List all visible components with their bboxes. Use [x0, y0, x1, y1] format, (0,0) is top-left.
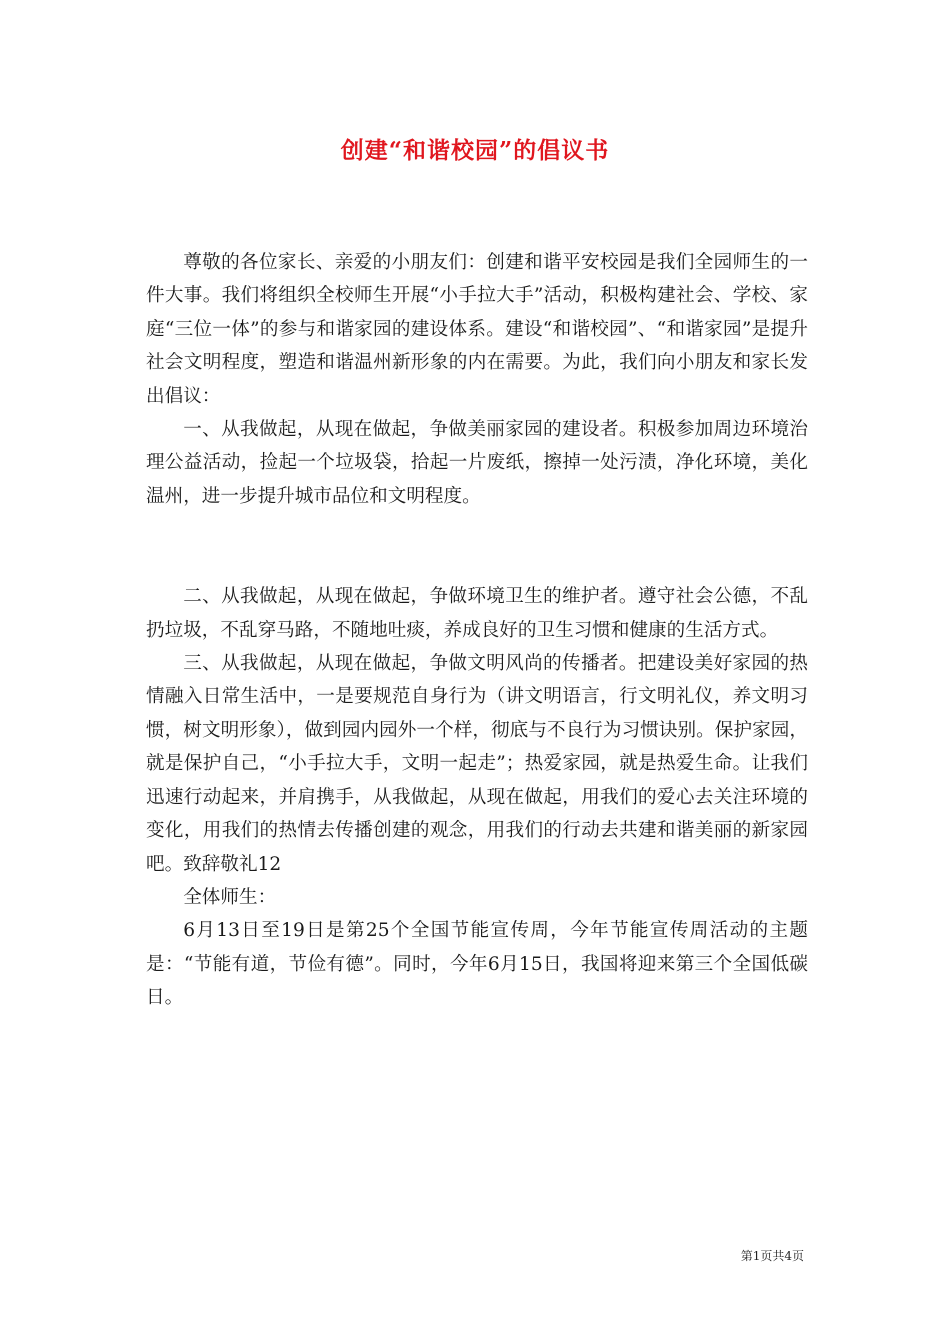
- paragraph-greeting: 尊敬的各位家长、亲爱的小朋友们：创建和谐平安校园是我们全园师生的一件大事。我们将组织全校师生开展“小手拉大手”活动，积极构建社会、学校、家庭“三位一体”的参与和谐家园的建设体系。建设“和谐校园”、“和谐家园”是提升社会文明程度，塑造和谐温州新形象的内在需要。为此，我们向小朋友和家长发出倡议：: [146, 252, 808, 407]
- document-body: [146, 246, 808, 1015]
- paragraph-salutation: 全体师生：: [183, 886, 277, 908]
- paragraph-energy-week: 6月13日至19日是第25个全国节能宣传周，今年节能宣传周活动的主题是：“节能有道，节俭有德”。同时，今年6月15日，我国将迎来第三个全国低碳日。: [146, 920, 808, 1009]
- paragraph-proposal-2: 二、从我做起，从现在做起，争做环境卫生的维护者。遵守社会公德，不乱扔垃圾，不乱穿马路，不随地吐痰，养成良好的卫生习惯和健康的生活方式。: [146, 586, 808, 641]
- paragraph-proposal-3: 三、从我做起，从现在做起，争做文明风尚的传播者。把建设美好家园的热情融入日常生活中，一是要规范自身行为（讲文明语言，行文明礼仪，养文明习惯，树文明形象），做到园内园外一个样，彻底与不良行为习惯诀别。保护家园，就是保护自己，“小手拉大手，文明一起走”；热爱家园，就是热爱生命。让我们迅速行动起来，并肩携手，从我做起，从现在做起，用我们的爱心去关注环境的变化，用我们的热情去传播创建的观念，用我们的行动去共建和谐美丽的新家园吧。致辞敬礼12: [146, 653, 808, 875]
- paragraph-proposal-1: 一、从我做起，从现在做起，争做美丽家园的建设者。积极参加周边环境治理公益活动，捡起一个垃圾袋，拾起一片废纸，擦掉一处污渍，净化环境，美化温州，进一步提升城市品位和文明程度。: [146, 419, 808, 507]
- document-title: 创建“和谐校园”的倡议书: [340, 137, 610, 164]
- page-number: 第1页共4页: [740, 1249, 804, 1263]
